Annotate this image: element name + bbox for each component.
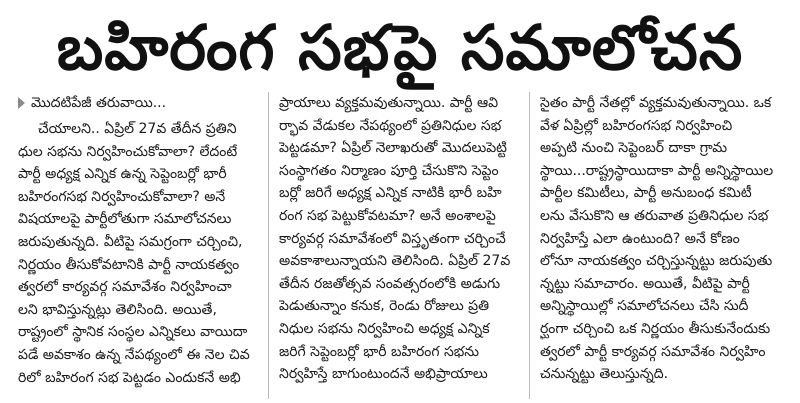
article-line: జరిగే సెప్టెంబర్లో భారీ బహిరంగ సభను bbox=[279, 343, 479, 360]
article-line: పెడుతున్నాం కనుక, రెండు రోజులు ప్రతి bbox=[279, 298, 490, 315]
article-line: సైతం పార్టీ నేతల్లో వ్యక్తమవుతున్నాయి. ఒక bbox=[540, 95, 772, 111]
chevron-right-icon bbox=[18, 97, 25, 109]
article-line: రాష్ట్రంలో స్థానిక సంస్థల ఎన్నికలు వాయిదా bbox=[18, 324, 248, 341]
article-line: ర్ఘంగా చర్చించి ఒక నిర్ణయం తీసుకునేందుకు bbox=[540, 320, 771, 337]
article-column-2 bbox=[268, 92, 529, 399]
continued-from-line bbox=[18, 92, 258, 114]
article-line: బహిరంగసభ నిర్వహించుకోవాలా? అనే bbox=[18, 188, 226, 205]
headline: బహిరంగ సభపై సమాలోచన bbox=[56, 11, 744, 84]
column-2-lines bbox=[279, 92, 519, 386]
column-3-lines bbox=[540, 92, 780, 386]
article-line: అవకాశాలున్నాయని తెలిసింది. ఏప్రిల్ 27వ bbox=[279, 253, 511, 270]
article-line: నిధుల సభను నిర్వహించి అధ్యక్ష ఎన్నిక bbox=[279, 320, 490, 337]
article-body bbox=[8, 92, 790, 399]
article-line: లని భావిస్తున్నట్లు తెలిసింది. అయితే, bbox=[18, 301, 217, 318]
article-line: పెట్టడమా? ఏప్రిల్ నెలాఖరుతో మొదలుపెట్టి bbox=[279, 140, 507, 157]
article-line: వేళ ఏప్రిల్లో బహిరంగసభ నిర్వహించి bbox=[540, 117, 733, 134]
article-line: త్వరలో కార్యవర్గ సమావేశం నిర్వహించా bbox=[18, 279, 232, 296]
article-column-3 bbox=[529, 92, 790, 399]
article-line: బర్లో జరిగే అధ్యక్ష ఎన్నిక నాటికి భారీ బహి bbox=[279, 185, 502, 202]
article-line: న్నట్టు సమాచారం. అయితే, వీటిపై పార్టీ bbox=[540, 275, 750, 292]
article-line: చేయాలని.. ఏప్రిల్ 27వ తేదీన ప్రతిని bbox=[38, 121, 237, 137]
article-column-1 bbox=[8, 92, 268, 399]
article-line: పార్టీ అధ్యక్ష ఎన్నిక ఉన్న సెప్టెంబర్లో భారీ bbox=[18, 166, 227, 183]
article-line: జరుపుతున్నది. వీటిపై సమగ్రంగా చర్చించి, bbox=[18, 233, 243, 250]
article-line: స్థాయి...రాష్ట్రస్థాయిదాకా పార్టీ అన్నిస్థాయిల bbox=[540, 162, 774, 179]
article-line: రిలో బహిరంగ సభ పెట్టడం ఎందుకనే అభి bbox=[18, 369, 241, 386]
article-line: ప్రాయాలు వ్యక్తమవుతున్నాయి. పార్టీ ఆవి bbox=[279, 95, 499, 111]
article-line: ధుల సభను నిర్వహించుకోవాలా? లేదంటే bbox=[18, 143, 238, 160]
article-line: చనున్నట్టు తెలుస్తున్నది. bbox=[540, 366, 669, 383]
continued-from-label: మొదటిపేజీ తరువాయి... bbox=[31, 95, 167, 111]
article-line: అన్నిస్థాయిల్లో సమాలోచనలు చేసి సుదీ bbox=[540, 298, 749, 315]
article-line: సంస్థాగతం నిర్మాణం పూర్తి చేసుకొని సెప్టెం bbox=[279, 162, 499, 179]
article-line: త్వరలో పార్టీ కార్యవర్గ సమావేశం నిర్వహిం bbox=[540, 343, 766, 360]
article-line: నిర్ణయం తీసుకోవటానికి పార్టీ నాయకత్వం bbox=[18, 256, 240, 273]
article-line: అప్పటి నుంచి సెప్టెంబర్ దాకా గ్రామ bbox=[540, 140, 728, 157]
article-line: విషయాలపై పార్టీలోతుగా సమాలోచనలు bbox=[18, 211, 232, 228]
article-line: రంగ సభ పెట్టుకోవటమా? అనే అంశాలపై bbox=[279, 207, 496, 224]
article-line: పార్టీల కమిటీలు, పార్టీ అనుబంధ కమిటీ bbox=[540, 185, 752, 202]
article-line: లను వేసుకొని ఆ తరువాత ప్రతినిధుల సభ bbox=[540, 207, 769, 224]
article-line: లోనూ నాయకత్వం చర్చిస్తున్నట్టు జరుపుతు bbox=[540, 253, 773, 270]
column-1-lines bbox=[18, 118, 258, 389]
article-line: కార్యవర్గ సమావేశంలో విస్తృతంగా చర్చించే bbox=[279, 230, 506, 247]
article-line: తేదీన రజతోత్సవ సంవత్సరంలోకి అడుగు bbox=[279, 275, 501, 292]
article-line: ర్భావ వేడుకల నేపథ్యంలో ప్రతినిధుల సభ bbox=[279, 117, 502, 134]
article-line: పడే అవకాశం ఉన్న నేపథ్యంలో ఈ నెల చివ bbox=[18, 346, 250, 363]
article-line: నిర్వహిస్తే బాగుంటుందనే అభిప్రాయాలు bbox=[279, 366, 488, 383]
article-line: నిర్వహిస్తే ఎలా ఉంటుంది? అనే కోణం bbox=[540, 230, 740, 247]
